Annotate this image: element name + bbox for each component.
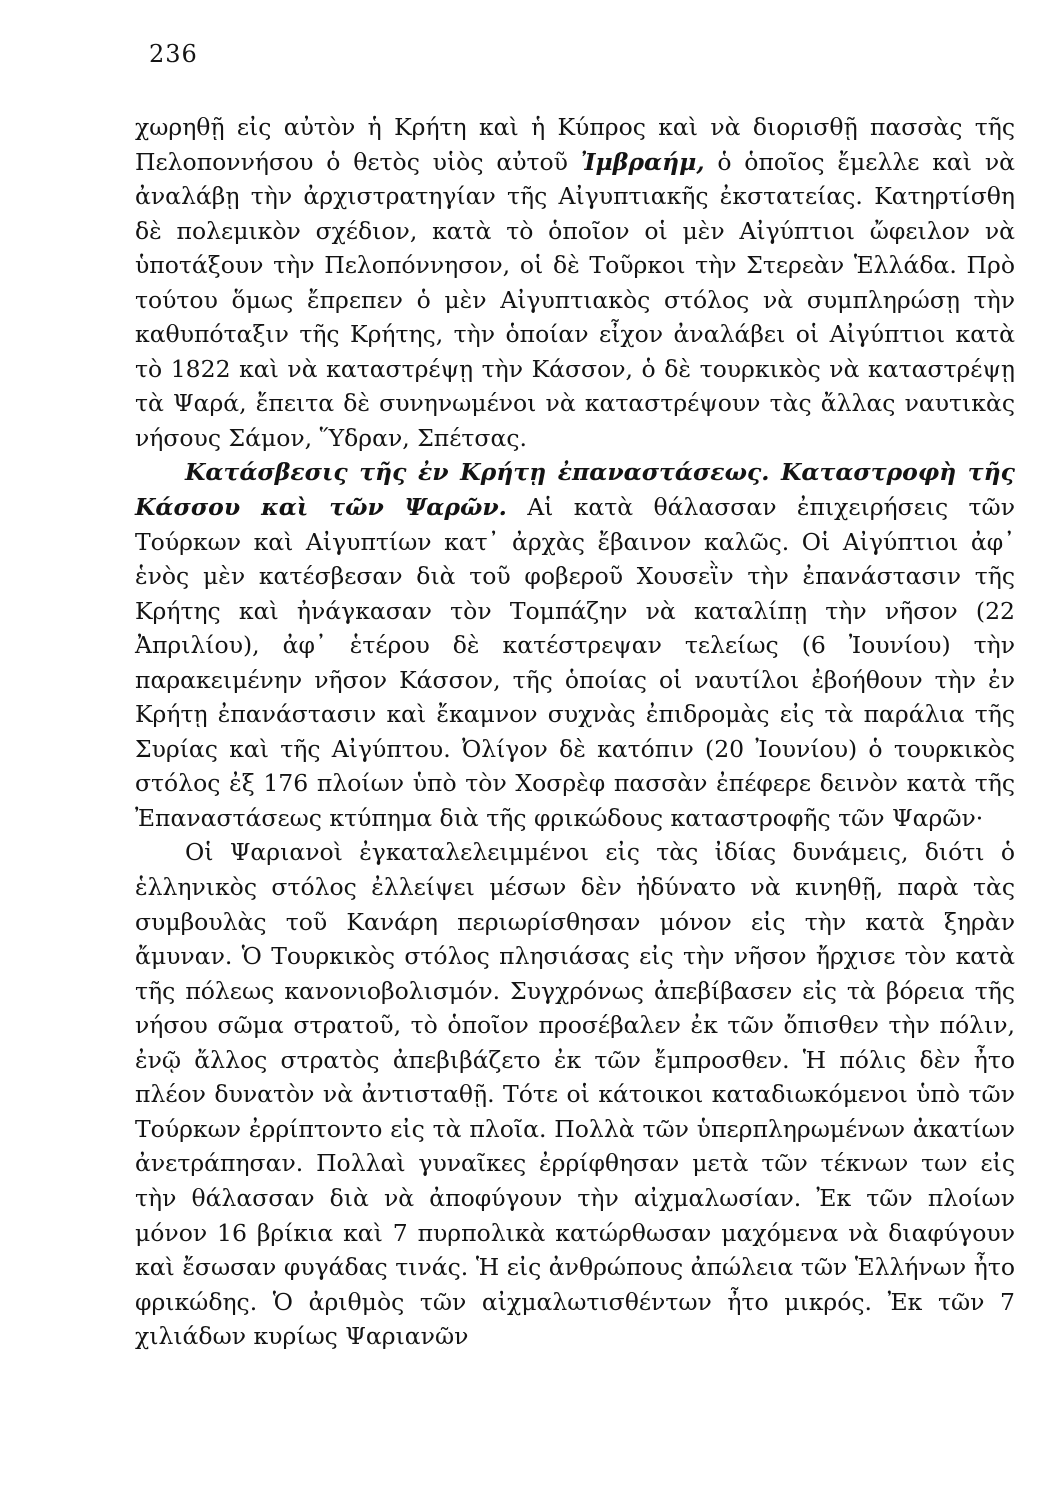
text-run: Οἱ Ψαριανοὶ ἐγκαταλελειμμένοι εἰς τὰς ἰδίας δυνάμεις, διότι ὁ ἑλληνικὸς στόλος ἐλλείψει μέσων δὲν ἠδύνατο νὰ κινηθῇ, παρὰ τὰς συμβουλὰς τοῦ Κανάρη περιωρίσθησαν μόνον εἰς τὴν κατὰ ξηρὰν ἄμυναν. Ὁ Τουρκικὸς στόλος πλησιάσας εἰς τὴν νῆσον ἤρχισε τὸν κατὰ τῆς πόλεως κανονιοβολισμόν. Συγχρόνως ἀπεβίβασεν εἰς τὰ βόρεια τῆς νήσου σῶμα στρατοῦ, τὸ ὁποῖον προσέβαλεν ἐκ τῶν ὄπισθεν τὴν πόλιν, ἐνῷ ἄλλος στρατὸς ἀπεβιβάζετο ἐκ τῶν ἔμπροσθεν. Ἡ πόλις δὲν ἦτο πλέον δυνατὸν νὰ ἀντισταθῇ. Τότε οἱ κάτοικοι καταδιωκόμενοι ὑπὸ τῶν Τούρκων ἐρρίπτοντο εἰς τὰ πλοῖα. Πολλὰ τῶν ὑπερπληρωμένων ἀκατίων ἀνετράπησαν. Πολλαὶ γυναῖκες ἐρρίφθησαν μετὰ τῶν τέκνων των εἰς τὴν θάλασσαν διὰ νὰ ἀποφύγουν τὴν αἰχμαλωσίαν. Ἐκ τῶν πλοίων μόνον 16 βρίκια καὶ 7 πυρπολικὰ κατώρθωσαν μαχόμενα νὰ διαφύγουν καὶ ἔσωσαν φυγάδας τινάς. Ἡ εἰς ἀνθρώπους ἀπώλεια τῶν Ἑλλήνων ἦτο φρικώδης. Ὁ ἀριθμὸς τῶν αἰχμαλωτισθέντων ἦτο μικρός. Ἐκ τῶν 7 χιλιάδων κυρίως Ψαριανῶν <box>135 838 1015 1351</box>
text-run: ὁ ὁποῖος ἔμελλε καὶ νὰ ἀναλάβῃ τὴν ἀρχιστρατηγίαν τῆς Αἰγυπτιακῆς ἐκστατείας. Κατηρτίσθη δὲ πολεμικὸν σχέδιον, κατὰ τὸ ὁποῖον οἱ μὲν Αἰγύπτιοι ὤφειλον νὰ ὑποτάξουν τὴν Πελοπόννησον, οἱ δὲ Τοῦρκοι τὴν Στερεὰν Ἑλλάδα. Πρὸ τούτου ὅμως ἔπρεπεν ὁ μὲν Αἰγυπτιακὸς στόλος νὰ συμπληρώσῃ τὴν καθυπόταξιν τῆς Κρήτης, τὴν ὁποίαν εἶχον ἀναλάβει οἱ Αἰγύπτιοι κατὰ τὸ 1822 καὶ νὰ καταστρέψῃ τὴν Κάσσον, ὁ δὲ τουρκικὸς νὰ καταστρέψῃ τὰ Ψαρά, ἔπειτα δὲ συνηνωμένοι νὰ καταστρέψουν τὰς ἄλλας ναυτικὰς νήσους Σάμον, Ὕδραν, Σπέτσας. <box>135 147 1015 452</box>
paragraph-kasos-psara <box>135 455 1015 835</box>
section-heading: Κατάσβεσις τῆς ἐν Κρήτῃ ἐπαναστάσεως. Καταστροφὴ τῆς Κάσσου καὶ τῶν Ψαρῶν. <box>135 458 1015 522</box>
text-run: χωρηθῇ εἰς αὐτὸν ἡ Κρήτη καὶ ἡ Κύπρος καὶ νὰ διορισθῇ πασσὰς τῆς Πελοποννήσου ὁ θετὸς υἱὸς αὐτοῦ <box>135 113 1015 176</box>
name-imbrahim: Ἰμβραήμ, <box>580 147 705 176</box>
paragraph-psariots <box>135 835 1015 1353</box>
paragraph-imbrahim <box>135 110 1015 455</box>
body-text <box>135 110 1015 1354</box>
page-number: 236 <box>149 40 198 68</box>
text-run: Αἱ κατὰ θάλασσαν ἐπιχειρήσεις τῶν Τούρκων καὶ Αἰγυπτίων κατ᾽ ἀρχὰς ἔβαινον καλῶς. Οἱ Αἰγύπτιοι ἀφ᾽ ἑνὸς μὲν κατέσβεσαν διὰ τοῦ φοβεροῦ Χουσεῒν τὴν ἐπανάστασιν τῆς Κρήτης καὶ ἠνάγκασαν τὸν Τομπάζην νὰ καταλίπῃ τὴν νῆσον (22 Ἀπριλίου), ἀφ᾽ ἑτέρου δὲ κατέστρεψαν τελείως (6 Ἰουνίου) τὴν παρακειμένην νῆσον Κάσσον, τῆς ὁποίας οἱ ναυτίλοι ἐβοήθουν τὴν ἐν Κρήτῃ ἐπανάστασιν καὶ ἔκαμνον συχνὰς ἐπιδρομὰς εἰς τὰ παράλια τῆς Συρίας καὶ τῆς Αἰγύπτου. Ὀλίγον δὲ κατόπιν (20 Ἰουνίου) ὁ τουρκικὸς στόλος ἐξ 176 πλοίων ὑπὸ τὸν Χοσρὲφ πασσὰν ἐπέφερε δεινὸν κατὰ τῆς Ἐπαναστάσεως κτύπημα διὰ τῆς φρικώδους καταστροφῆς τῶν Ψαρῶν· <box>135 493 1015 832</box>
